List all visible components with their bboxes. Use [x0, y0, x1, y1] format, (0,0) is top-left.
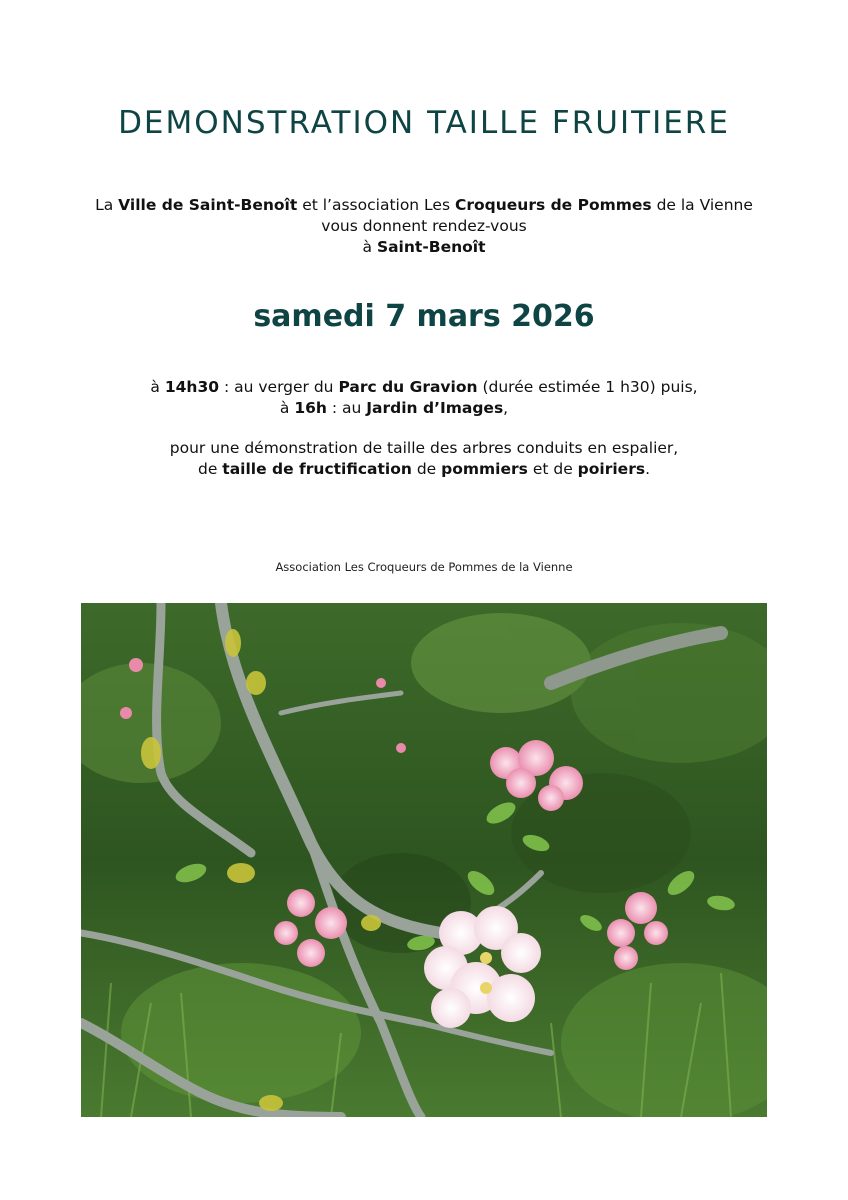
credit-text: Association Les Croqueurs de Pommes de la Vienne	[275, 560, 573, 574]
schedule	[0, 377, 848, 419]
intro-text	[0, 195, 848, 258]
time-2: 16h	[294, 399, 327, 417]
purpose-line-1: pour une démonstration de taille des arbres conduits en espalier,	[169, 439, 679, 457]
venue-1: Parc du Gravion	[338, 378, 478, 396]
intro-line-1: La Ville de Saint-Benoît et l’association Les Croqueurs de Pommes de la Vienne	[95, 196, 753, 214]
association-name: Croqueurs de Pommes	[454, 196, 652, 214]
intro-line-2: vous donnent rendez-vous	[321, 217, 527, 235]
intro-line-3: à Saint-Benoît	[362, 238, 486, 256]
schedule-line-2: à 16h : au Jardin d’Images,	[279, 399, 509, 417]
venue-2: Jardin d’Images	[366, 399, 504, 417]
page-title: DEMONSTRATION TAILLE FRUITIERE	[118, 104, 730, 141]
city-name: Ville de Saint-Benoît	[118, 196, 298, 214]
schedule-line-1: à 14h30 : au verger du Parc du Gravion (durée estimée 1 h30) puis,	[150, 378, 698, 396]
purpose-text	[0, 438, 848, 480]
location-name: Saint-Benoît	[376, 238, 486, 256]
apple-blossom-photo	[81, 603, 767, 1117]
apple-blossom-illustration	[81, 603, 767, 1117]
purpose-line-2: de taille de fructification de pommiers et de poiriers.	[197, 460, 651, 478]
event-date: samedi 7 mars 2026	[253, 299, 595, 334]
time-1: 14h30	[164, 378, 220, 396]
